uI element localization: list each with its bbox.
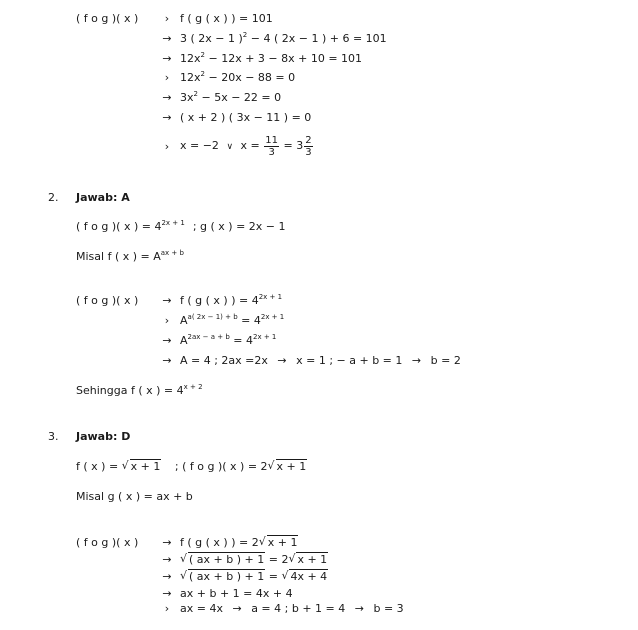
arrow-icon: → (162, 52, 172, 65)
arrow-icon: → (162, 91, 172, 104)
q3-line5: ax = 4x → a = 4 ; b + 1 = 4 → b = 3 (180, 602, 404, 615)
arrow-icon: → (162, 294, 172, 307)
arrow-icon: → (162, 32, 172, 45)
step1-line4: $12x^2 - 20x - 88 = 0$ (180, 70, 296, 84)
q3-given: f ( x ) = √ x + 1 ; ( f o g )( x ) = 2√ x + 1 (76, 460, 307, 474)
step1-line7: x = −2 ∨ x = $\frac{11}{3}$ = 3 $\frac{2}{3}$ (180, 134, 312, 158)
q2-heading: Jawab: A (76, 191, 130, 204)
arrow-icon: → (162, 334, 172, 347)
arrow-icon: → (162, 111, 172, 124)
sqrt-icon: √ x + 1 (259, 536, 299, 550)
q2-line3: $A^{2ax - a + b} = 4^{2x + 1}$ (180, 333, 277, 347)
step1-line5: $3x^2 - 5x - 22 = 0$ (180, 90, 282, 104)
fraction-two-thirds: $\frac{2}{3}$ (305, 134, 312, 158)
sqrt-icon: √ 4x + 4 (281, 570, 328, 584)
small-arrow-icon: › (164, 314, 170, 327)
step1-label: ( f o g )( x ) (76, 12, 139, 25)
small-arrow-icon: › (164, 140, 170, 153)
q3-heading: Jawab: D (76, 430, 131, 443)
arrow-icon: → (232, 602, 242, 615)
sqrt-icon: √ ( ax + b ) + 1 (180, 553, 265, 567)
q2-number: 2. (48, 191, 59, 204)
step1-line2: 3 ( 2x − 1 )$^2$ − 4 ( 2x − 1 ) + 6 = 101 (180, 31, 387, 45)
step1-line6: ( x + 2 ) ( 3x − 11 ) = 0 (180, 111, 312, 124)
arrow-icon: → (277, 354, 287, 367)
q2-conclusion: Sehingga f ( x ) = $4^{x + 2}$ (76, 383, 203, 397)
q3-number: 3. (48, 430, 59, 443)
arrow-icon: → (411, 354, 422, 367)
arrow-icon: → (162, 587, 172, 600)
arrow-icon: → (162, 570, 172, 583)
fraction-eleven-thirds: $\frac{11}{3}$ (265, 134, 278, 158)
q3-line3: √ ( ax + b ) + 1 = √ 4x + 4 (180, 570, 328, 584)
q2-misal: Misal f ( x ) = $A^{ax + b}$ (76, 249, 184, 263)
arrow-icon: → (162, 553, 172, 566)
q3-label: ( f o g )( x ) (76, 536, 139, 549)
small-arrow-icon: › (164, 71, 170, 84)
sqrt-icon: √ x + 1 (288, 553, 328, 567)
q2-line1: f ( g ( x ) ) = $4^{2x + 1}$ (180, 293, 283, 307)
arrow-icon: → (162, 536, 172, 549)
arrow-icon: → (354, 602, 364, 615)
q3-line4: ax + b + 1 = 4x + 4 (180, 587, 293, 600)
sqrt-icon: √ ( ax + b ) + 1 (180, 570, 265, 584)
arrow-icon: → (162, 354, 172, 367)
q2-label: ( f o g )( x ) (76, 294, 139, 307)
q2-line2: $A^{a( 2x - 1) + b} = 4^{2x + 1}$ (180, 313, 285, 327)
q3-line2: √ ( ax + b ) + 1 = 2√ x + 1 (180, 553, 328, 567)
step1-line3: $12x^2 - 12x + 3 - 8x + 10 = 101$ (180, 51, 363, 65)
step1-line1: f ( g ( x ) ) = 101 (180, 12, 273, 25)
sqrt-icon: √ x + 1 (122, 460, 162, 474)
sqrt-icon: √ x + 1 (268, 460, 308, 474)
q3-misal: Misal g ( x ) = ax + b (76, 490, 193, 503)
q3-line1: f ( g ( x ) ) = 2√ x + 1 (180, 536, 298, 550)
q2-line4: A = 4 ; 2ax =2x → x = 1 ; − a + b = 1 → b = 2 (180, 354, 461, 367)
small-arrow-icon: › (164, 602, 170, 615)
small-arrow-icon: › (164, 12, 170, 25)
q2-given: ( f o g )( x ) = $4^{2x + 1}$ ; g ( x ) = 2x − 1 (76, 219, 286, 233)
